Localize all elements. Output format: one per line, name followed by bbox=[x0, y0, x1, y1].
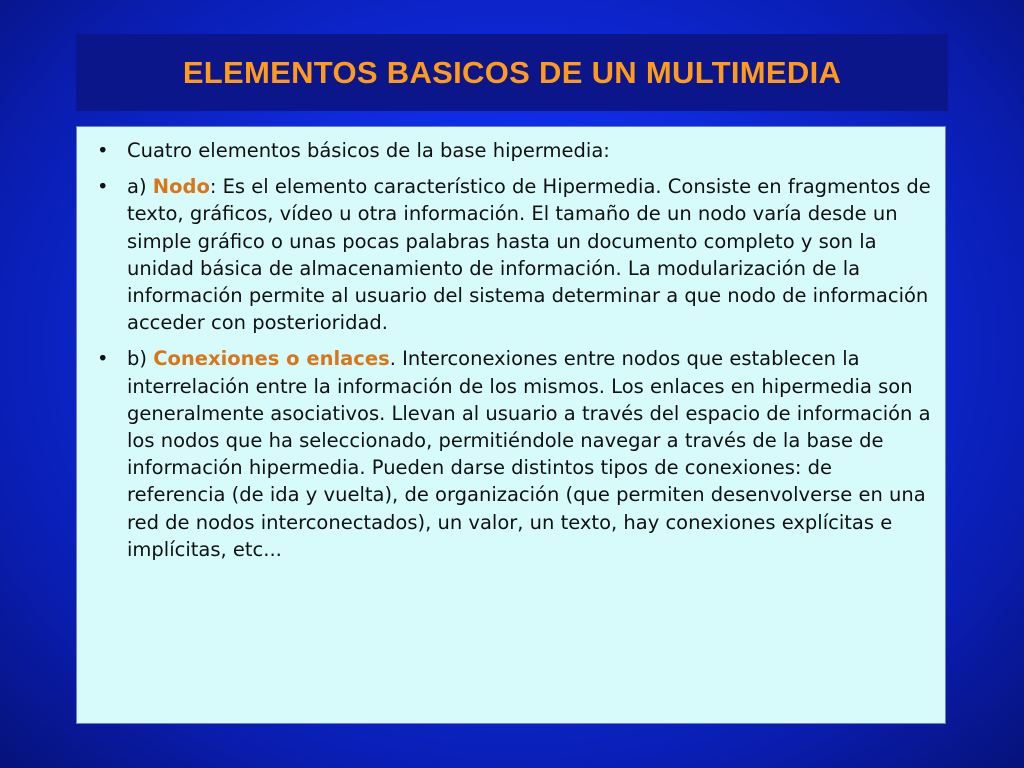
bullet-prefix: a) bbox=[127, 175, 153, 199]
keyword-conexiones: Conexiones o enlaces bbox=[153, 347, 390, 371]
slide-title: ELEMENTOS BASICOS DE UN MULTIMEDIA bbox=[182, 54, 842, 90]
bullet-marker: • bbox=[97, 175, 109, 199]
bullet-item-conexiones bbox=[87, 345, 933, 563]
bullet-text: : Es el elemento característico de Hipermedia. Consiste en fragmentos de texto, gráficos, vídeo u otra información. El tamaño de un nodo varía desde un simple gráfico o unas pocas palabras hasta un documento completo y son la unidad básica de almacenamiento de información. La modularización de la información permite al usuario del sistema determinar a que nodo de información acceder con posterioridad. bbox=[127, 175, 931, 335]
bullet-text: Cuatro elementos básicos de la base hipermedia: bbox=[127, 139, 610, 162]
bullet-text: . Interconexiones entre nodos que establecen la interrelación entre la información de los mismos. Los enlaces en hipermedia son generalmente asociativos. Llevan al usuario a través del espacio de información a los nodos que ha seleccionado, permitiéndole navegar a través de la base de información hipermedia. Pueden darse distintos tipos de conexiones: de referencia (de ida y vuelta), de organización (que permiten desenvolverse en una red de nodos interconectados), un valor, un texto, hay conexiones explícitas e implícitas, etc... bbox=[127, 347, 931, 561]
bullet-list bbox=[77, 127, 945, 563]
bullet-marker: • bbox=[97, 347, 109, 371]
bullet-item-intro bbox=[87, 137, 933, 164]
slide-title-bar bbox=[76, 34, 948, 111]
bullet-prefix: b) bbox=[127, 347, 154, 371]
bullet-marker: • bbox=[97, 139, 109, 162]
keyword-nodo: Nodo bbox=[152, 175, 210, 199]
content-box bbox=[76, 126, 946, 724]
bullet-item-nodo bbox=[87, 173, 933, 336]
